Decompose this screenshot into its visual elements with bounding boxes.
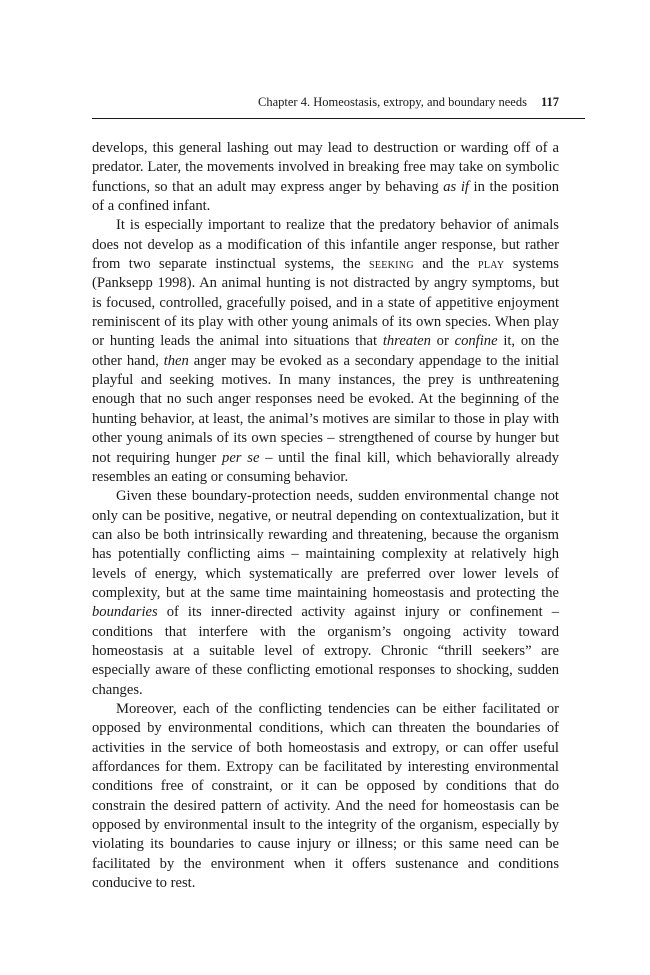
text-run: or xyxy=(430,333,455,350)
body-text xyxy=(92,139,559,893)
text-run: and the xyxy=(413,256,478,273)
italic-run: as if xyxy=(443,178,469,195)
text-run: systems (Panksepp 1998). An animal hunting is not distracted by angry symptoms, but is focused, controlled, gracefully poised, and in a state of appetitive enjoyment reminiscent of its play with other young animals of its own species. When play or hunting leads the animal into situations that xyxy=(92,256,559,350)
text-run: of its inner-directed activity against injury or confinement – conditions that interfere with the organism’s ongoing activity toward homeostasis at a suitable level of extropy. Chronic “thrill seekers” are especially aware of these conflicting emotional responses to shocking, sudden changes. xyxy=(92,604,559,698)
running-header xyxy=(92,95,559,115)
italic-run: then xyxy=(163,352,189,369)
text-run: It is especially important to realize that the predatory behavior of animals does not develop as a modification of this infantile anger response, but rather from two separate instinctual systems, the xyxy=(92,217,559,273)
text-run: in the position of a confined infant. xyxy=(92,178,559,215)
italic-run: per se xyxy=(222,449,260,466)
italic-run: confine xyxy=(454,333,498,350)
small-caps-run: seeking xyxy=(368,256,414,273)
text-run: Moreover, each of the conflicting tendencies can be either facilitated or opposed by environmental conditions, which can threaten the boundaries of activities in the service of both homeostasis and extropy, or can offer useful affordances for them. Extropy can be facilitated by interesting environmental conditions free of constraint, or it can be opposed by conditions that do constrain the desired pattern of activity. And the need for homeostasis can be opposed by environmental insult to the integrity of the organism, especially by violating its boundaries to cause injury or illness; or this same need can be facilitated by the environment when it offers sustenance and conditions conducive to rest. xyxy=(92,700,559,892)
small-caps-run: play xyxy=(477,256,505,273)
header-rule xyxy=(92,118,585,119)
chapter-title: Homeostasis, extropy, and boundary needs xyxy=(313,95,527,109)
paragraph-3 xyxy=(92,487,559,700)
chapter-number: Chapter 4. xyxy=(258,95,311,109)
text-run: it, on the other hand, xyxy=(92,333,559,369)
page-number: 117 xyxy=(540,95,559,109)
italic-run: boundaries xyxy=(92,604,158,621)
paragraph-1 xyxy=(92,139,559,216)
chapter-label xyxy=(258,95,527,109)
text-run: Given these boundary-protection needs, sudden environmental change not only can be positive, negative, or neutral depending on contextualization, but it can also be both intrinsically rewarding and threatening, because the organism has potentially conflicting aims – maintaining complexity at relatively high levels of energy, which systematically are preferred over lower levels of complexity, but at the same time maintaining homeostasis and protecting the xyxy=(92,488,559,601)
italic-run: threaten xyxy=(382,333,431,350)
text-run: anger may be evoked as a secondary appendage to the initial playful and seeking motives. In many instances, the prey is unthreatening enough that no such anger responses need be evoked. At the beginning of the hunting behavior, at least, the animal’s motives are similar to those in play with other young animals of its own species – strengthened of course by hunger but not requiring hunger xyxy=(92,352,559,466)
text-run: develops, this general lashing out may lead to destruction or warding off of a predator. Later, the movements involved in breaking free may take on symbolic functions, so that an adult may express anger by behaving xyxy=(92,140,559,195)
paragraph-4 xyxy=(92,700,559,893)
paragraph-2 xyxy=(92,216,559,487)
text-run: – until the final kill, which behaviorally already resembles an eating or consuming behavior. xyxy=(92,449,559,485)
